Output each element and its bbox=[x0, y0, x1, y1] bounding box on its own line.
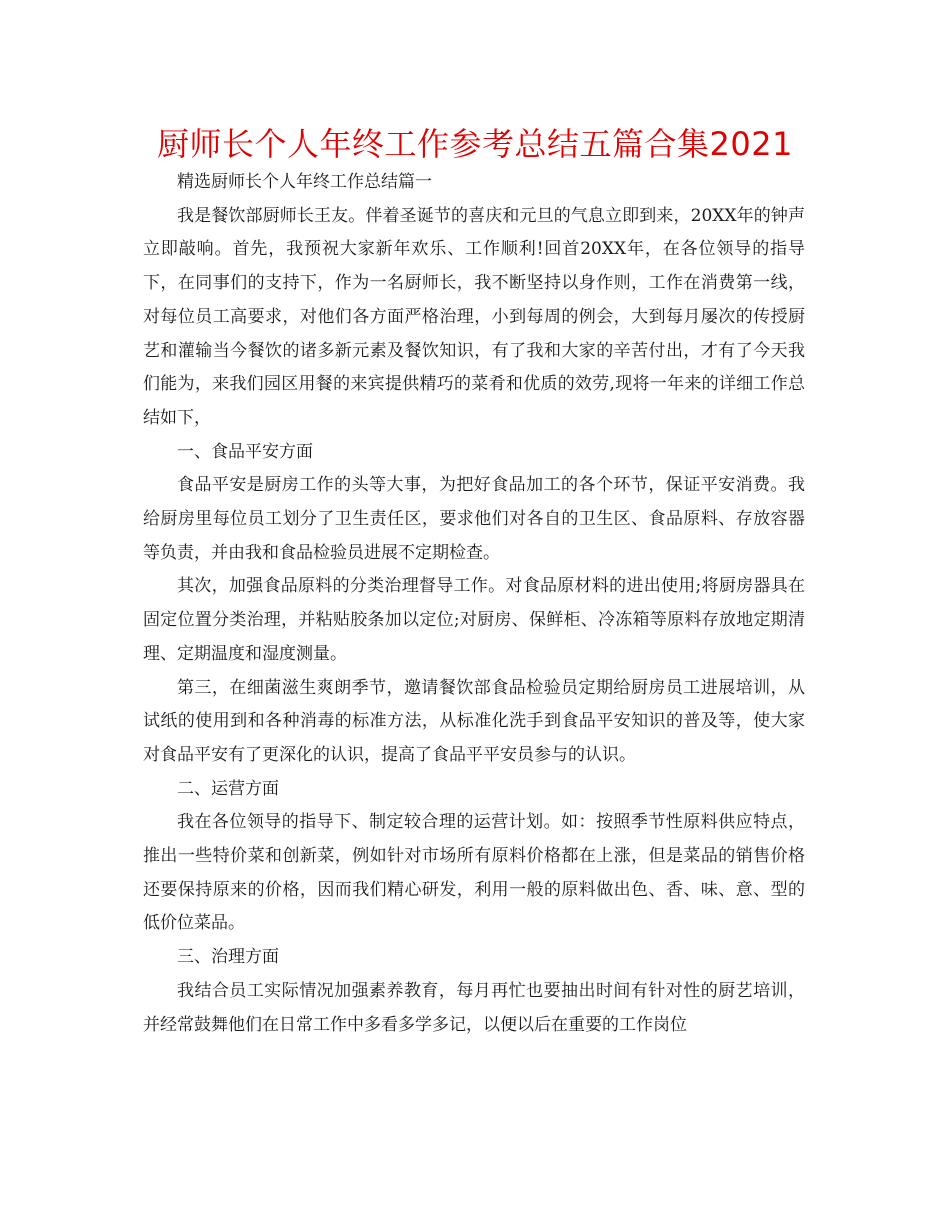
section-heading: 三、治理方面 bbox=[177, 947, 279, 968]
section-heading: 精选厨师长个人年终工作总结篇一 bbox=[177, 172, 432, 192]
body-paragraph: 其次，加强食品原料的分类治理督导工作。对食品原材料的进出使用;将厨房器具在固定位置分类治理，并粘贴胶条加以定位;对厨房、保鲜柜、冷冻箱等原料存放地定期清理、定期温度和湿度测量。 bbox=[143, 576, 805, 664]
section-heading: 二、运营方面 bbox=[177, 778, 279, 799]
body-paragraph: 我在各位领导的指导下、制定较合理的运营计划。如：按照季节性原料供应特点，推出一些特价菜和创新菜，例如针对市场所有原料价格都在上涨，但是菜品的销售价格还要保持原来的价格，因而我们精心研发，利用一般的原料做出色、香、味、意、型的低价位菜品。 bbox=[143, 812, 805, 934]
document-body bbox=[143, 166, 805, 1042]
body-paragraph: 食品平安是厨房工作的头等大事，为把好食品加工的各个环节，保证平安消费。我给厨房里每位员工划分了卫生责任区，要求他们对各自的卫生区、食品原料、存放容器等负责，并由我和食品检验员进展不定期检查。 bbox=[143, 475, 805, 563]
body-paragraph: 第三，在细菌滋生爽朗季节，邀请餐饮部食品检验员定期给厨房员工进展培训，从试纸的使用到和各种消毒的标准方法，从标准化洗手到食品平安知识的普及等，使大家对食品平安有了更深化的认识，提高了食品平平安员参与的认识。 bbox=[143, 677, 805, 765]
body-paragraph: 我结合员工实际情况加强素养教育，每月再忙也要抽出时间有针对性的厨艺培训，并经常鼓舞他们在日常工作中多看多学多记，以便以后在重要的工作岗位 bbox=[143, 980, 805, 1035]
section-heading: 一、食品平安方面 bbox=[177, 441, 313, 462]
document-title: 厨师长个人年终工作参考总结五篇合集2021 bbox=[157, 125, 793, 163]
body-paragraph: 我是餐饮部厨师长王友。伴着圣诞节的喜庆和元旦的气息立即到来，20XX年的钟声立即敲响。首先，我预祝大家新年欢乐、工作顺利!回首20XX年，在各位领导的指导下，在同事们的支持下，作为一名厨师长，我不断坚持以身作则，工作在消费第一线，对每位员工高要求，对他们各方面严格治理，小到每周的例会，大到每月屡次的传授厨艺和灌输当今餐饮的诸多新元素及餐饮知识，有了我和大家的辛苦付出，才有了今天我们能为，来我们园区用餐的来宾提供精巧的菜肴和优质的效劳,现将一年来的详细工作总结如下， bbox=[143, 205, 805, 428]
